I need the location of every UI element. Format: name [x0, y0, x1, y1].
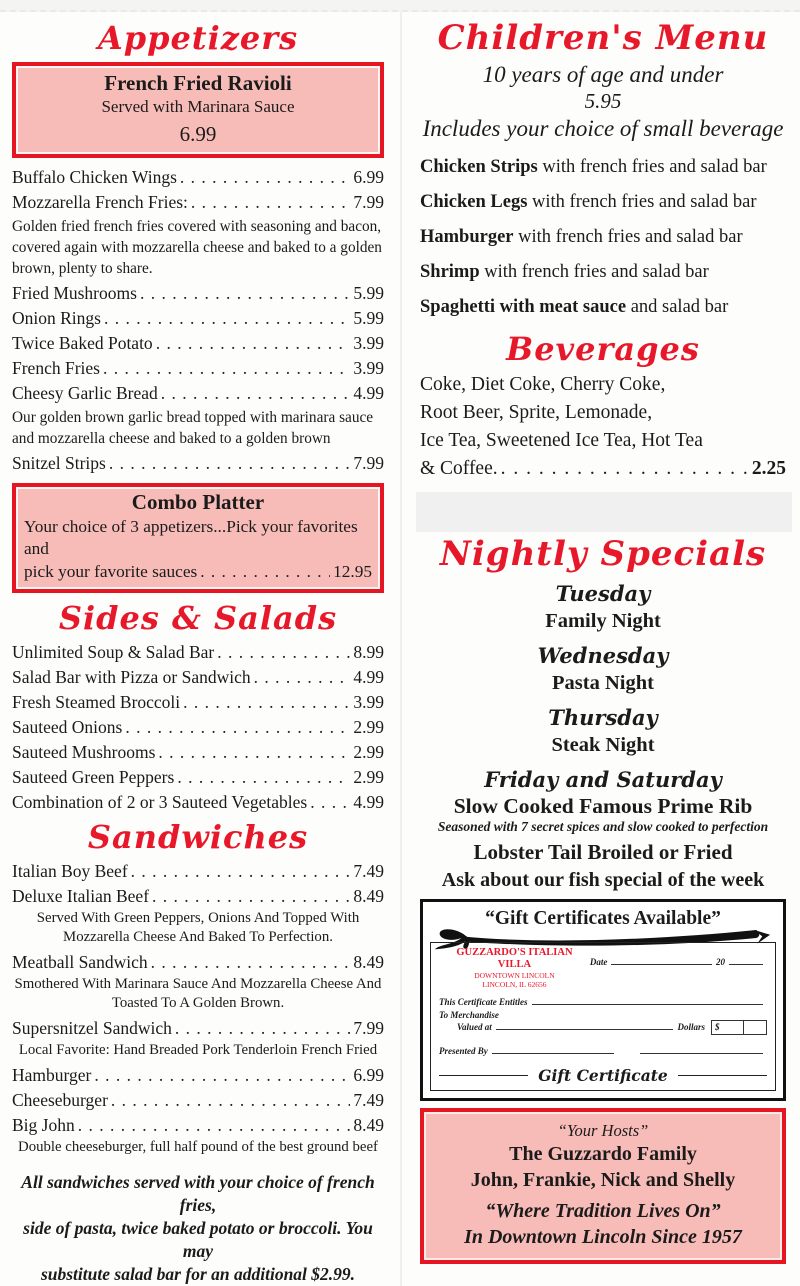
item-price: 7.99 — [353, 1018, 384, 1038]
dot-leader — [156, 331, 351, 356]
menu-item-row — [12, 790, 384, 815]
dot-leader — [152, 884, 350, 909]
item-price: 3.99 — [353, 692, 384, 712]
presented-field-row — [439, 1044, 767, 1056]
item-price: 7.49 — [353, 1090, 384, 1110]
restaurant-location: DOWNTOWN LINCOLN — [474, 971, 555, 980]
beverages-price-row — [420, 455, 786, 483]
footer-rule-left — [439, 1075, 528, 1076]
year-label: 20 — [716, 957, 725, 967]
item-description: Served With Green Peppers, Onions And Topped With Mozzarella Cheese And Baked To Perfection. — [36, 910, 360, 945]
item-description: Our golden brown garlic bread topped with marinara sauce and mozzarella cheese and baked to a golden brown — [12, 409, 374, 447]
menu-item — [12, 1063, 384, 1088]
menu-item-row — [12, 640, 384, 665]
item-name: Mozzarella French Fries: — [12, 192, 188, 212]
combo-line2: pick your favorite sauces — [24, 562, 198, 581]
item-price: 3.99 — [353, 358, 384, 378]
entitles-label: This Certificate Entitles — [439, 997, 528, 1007]
dot-leader — [254, 665, 351, 690]
beverages-price: 2.25 — [751, 458, 786, 479]
beverages-heading: Beverages — [506, 330, 700, 368]
dot-leader — [109, 451, 351, 476]
menu-item — [12, 190, 384, 279]
menu-item — [12, 306, 384, 331]
item-suffix: with french fries and salad bar — [479, 262, 709, 282]
hosts-members: John, Frankie, Nick and Shelly — [470, 1169, 736, 1191]
day-name: Thursday — [548, 705, 658, 730]
dot-leader — [158, 740, 350, 765]
sides-heading: Sides & Salads — [58, 599, 338, 637]
childrens-item — [420, 261, 786, 283]
signature-blank-line — [640, 1044, 763, 1054]
item-name: Cheesy Garlic Bread — [12, 383, 158, 403]
sides-list — [12, 640, 384, 815]
restaurant-name: GUZZARDO'S ITALIAN VILLA — [456, 947, 573, 970]
scan-gray-block — [416, 492, 792, 532]
dot-leader — [310, 790, 350, 815]
beverage-line: Ice Tea, Sweetened Ice Tea, Hot Tea — [420, 430, 703, 451]
fish-special-note: Ask about our fish special of the week — [441, 869, 765, 891]
item-price: 6.99 — [353, 1065, 384, 1085]
gift-certificate-box — [420, 899, 786, 1101]
childrens-items — [420, 156, 786, 318]
item-name: Sauteed Onions — [12, 717, 123, 737]
dollar-amount-box — [711, 1020, 767, 1035]
weekend-special: Slow Cooked Famous Prime Rib — [453, 794, 753, 818]
scan-edge-strip — [0, 0, 800, 12]
dollar-sign: $ — [712, 1021, 744, 1034]
weekend-special-block — [420, 766, 786, 894]
nightly-day-block — [420, 580, 786, 635]
item-name: Sauteed Mushrooms — [12, 742, 156, 762]
childrens-menu-heading: Children's Menu — [437, 18, 769, 58]
item-price: 8.49 — [353, 1115, 384, 1135]
item-suffix: with french fries and salad bar — [513, 227, 743, 247]
item-name: Sauteed Green Peppers — [12, 767, 175, 787]
sandwiches-list — [12, 859, 384, 1157]
footer-rule-right — [678, 1075, 767, 1076]
year-blank-line — [729, 955, 763, 965]
item-price: 4.99 — [353, 792, 384, 812]
menu-item — [12, 165, 384, 190]
item-price: 5.99 — [353, 308, 384, 328]
item-name: Shrimp — [420, 262, 480, 282]
weekend-days: Friday and Saturday — [484, 767, 722, 792]
item-price: 7.99 — [353, 453, 384, 473]
dot-leader — [125, 715, 350, 740]
entitles-blank-line — [532, 995, 763, 1005]
menu-item-row — [12, 281, 384, 306]
beverage-line: Root Beer, Sprite, Lemonade, — [420, 402, 653, 423]
day-name: Tuesday — [555, 581, 651, 606]
item-name: Fresh Steamed Broccoli — [12, 692, 181, 712]
item-name: Salad Bar with Pizza or Sandwich — [12, 667, 251, 687]
footer-line: All sandwiches served with your choice of french fries, — [21, 1172, 375, 1215]
item-name: Meatball Sandwich — [12, 952, 148, 972]
item-price: 7.49 — [353, 861, 384, 881]
childrens-age-note: 10 years of age and under — [482, 62, 724, 87]
menu-item — [12, 950, 384, 1013]
item-suffix: with french fries and salad bar — [537, 157, 767, 177]
hosts-since: In Downtown Lincoln Since 1957 — [464, 1226, 742, 1248]
day-special: Pasta Night — [552, 672, 654, 694]
dot-leader — [175, 1016, 350, 1041]
hosts-motto: “Where Tradition Lives On” — [485, 1200, 721, 1222]
dot-leader — [183, 690, 350, 715]
item-price: 6.99 — [353, 167, 384, 187]
gift-certificate-label: Gift Certificate — [538, 1066, 668, 1085]
footer-line: side of pasta, twice baked potato or broccoli. You may — [23, 1218, 373, 1261]
item-price: 2.99 — [353, 742, 384, 762]
menu-item-row — [12, 1063, 384, 1088]
item-name: Deluxe Italian Beef — [12, 886, 150, 906]
featured-item-name: French Fried Ravioli — [104, 71, 292, 95]
dot-leader — [131, 859, 351, 884]
item-description: Double cheeseburger, full half pound of the best ground beef — [18, 1139, 378, 1155]
item-name: Onion Rings — [12, 308, 101, 328]
date-label: Date — [589, 957, 608, 967]
item-description: Golden fried french fries covered with seasoning and bacon, covered again with mozzarella cheese and baked to a golden brown, plenty to share. — [12, 218, 382, 277]
menu-item-row — [12, 884, 384, 909]
day-special: Steak Night — [551, 734, 655, 756]
presented-label: Presented By — [439, 1046, 488, 1056]
dot-leader — [140, 281, 350, 306]
hosts-tagline: “Your Hosts” — [557, 1121, 649, 1140]
item-name: Cheeseburger — [12, 1090, 108, 1110]
nightly-day-block — [420, 642, 786, 697]
gift-certificate-form — [430, 942, 776, 1091]
item-name: Fried Mushrooms — [12, 283, 137, 303]
menu-item-row — [12, 356, 384, 381]
date-blank-line — [611, 955, 712, 965]
item-price: 7.99 — [353, 192, 384, 212]
valued-label: Valued at — [457, 1022, 492, 1032]
menu-item-row — [12, 451, 384, 476]
menu-item — [12, 1016, 384, 1060]
menu-item — [12, 859, 384, 884]
dot-leader — [94, 1063, 350, 1088]
item-price: 8.49 — [353, 952, 384, 972]
appetizers-heading: Appetizers — [97, 19, 299, 57]
item-name: Big John — [12, 1115, 75, 1135]
item-suffix: with french fries and salad bar — [527, 192, 757, 212]
dot-leader — [151, 950, 351, 975]
menu-item — [12, 356, 384, 381]
item-price: 2.99 — [353, 767, 384, 787]
childrens-item — [420, 191, 786, 213]
item-name: Italian Boy Beef — [12, 861, 128, 881]
dot-leader — [177, 765, 350, 790]
item-price: 8.99 — [353, 642, 384, 662]
featured-item-subtitle: Served with Marinara Sauce — [101, 97, 295, 116]
menu-item-row — [12, 740, 384, 765]
featured-item-price: 6.99 — [179, 122, 217, 146]
dot-leader — [200, 560, 330, 583]
dot-leader — [501, 455, 749, 483]
combo-price-row — [24, 560, 372, 583]
valued-blank-line — [496, 1020, 674, 1030]
gift-banner-text: “Gift Certificates Available” — [485, 908, 721, 929]
menu-item-row — [12, 1016, 384, 1041]
dot-leader — [191, 190, 350, 215]
dot-leader — [161, 381, 351, 406]
item-name: Hamburger — [420, 227, 514, 247]
valued-field-row — [439, 1020, 767, 1035]
childrens-item — [420, 156, 786, 178]
hosts-box — [420, 1108, 786, 1264]
presented-blank-line — [492, 1044, 615, 1054]
certificate-footer — [439, 1066, 767, 1085]
item-price: 5.99 — [353, 283, 384, 303]
childrens-item — [420, 296, 786, 318]
beverage-line: Coke, Diet Coke, Cherry Coke, — [420, 374, 666, 395]
menu-item — [12, 331, 384, 356]
entitles-field-row — [439, 995, 767, 1007]
left-column — [0, 12, 400, 1286]
item-suffix: and salad bar — [626, 297, 729, 317]
menu-item-row — [12, 165, 384, 190]
menu-item — [12, 381, 384, 449]
item-name: Chicken Legs — [420, 192, 528, 212]
right-column — [400, 12, 800, 1286]
childrens-item — [420, 226, 786, 248]
menu-item-row — [12, 690, 384, 715]
menu-item-row — [12, 1113, 384, 1138]
menu-item — [12, 1113, 384, 1157]
beverages-lines — [420, 371, 786, 455]
dot-leader — [217, 640, 350, 665]
menu-item-row — [12, 950, 384, 975]
footer-line: substitute salad bar for an additional $2.99. — [40, 1264, 356, 1284]
item-name: Combination of 2 or 3 Sauteed Vegetables — [12, 792, 308, 812]
merchandise-label: To Merchandise — [439, 1010, 499, 1020]
item-name: Snitzel Strips — [12, 453, 106, 473]
item-name: Buffalo Chicken Wings — [12, 167, 177, 187]
menu-item — [12, 1088, 384, 1113]
item-description: Local Favorite: Hand Breaded Pork Tenderloin French Fried — [18, 1042, 378, 1058]
item-name: Twice Baked Potato — [12, 333, 153, 353]
weekend-special-2: Lobster Tail Broiled or Fried — [473, 840, 733, 864]
nightly-days — [420, 580, 786, 759]
beverage-last-item: & Coffee. — [420, 458, 498, 479]
certificate-brand — [439, 947, 590, 989]
menu-item-row — [12, 859, 384, 884]
dot-leader — [78, 1113, 351, 1138]
menu-item-row — [12, 381, 384, 406]
item-name: Hamburger — [12, 1065, 92, 1085]
menu-item-row — [12, 715, 384, 740]
item-price: 2.99 — [353, 717, 384, 737]
day-name: Wednesday — [537, 643, 669, 668]
dollars-label: Dollars — [677, 1022, 705, 1032]
childrens-beverage-note: Includes your choice of small beverage — [422, 116, 784, 141]
menu-item-row — [12, 1088, 384, 1113]
combo-platter-box — [12, 483, 384, 593]
item-price: 8.49 — [353, 886, 384, 906]
item-name: French Fries — [12, 358, 100, 378]
item-price: 4.99 — [353, 667, 384, 687]
menu-item-row — [12, 331, 384, 356]
item-price: 3.99 — [353, 333, 384, 353]
date-field-row — [590, 955, 767, 967]
menu-item-row — [12, 190, 384, 215]
menu-item — [12, 281, 384, 306]
dot-leader — [104, 306, 350, 331]
childrens-price: 5.95 — [584, 89, 622, 113]
item-name: Spaghetti with meat sauce — [420, 297, 627, 317]
restaurant-address: LINCOLN, IL 62656 — [482, 980, 547, 989]
item-name: Unlimited Soup & Salad Bar — [12, 642, 215, 662]
menu-item-row — [12, 306, 384, 331]
hosts-family-name: The Guzzardo Family — [509, 1143, 697, 1165]
day-special: Family Night — [545, 610, 661, 632]
dot-leader — [103, 356, 350, 381]
combo-title: Combo Platter — [131, 490, 265, 514]
appetizers-list — [12, 165, 384, 476]
menu-item — [12, 451, 384, 476]
menu-item-row — [12, 765, 384, 790]
item-price: 4.99 — [353, 383, 384, 403]
menu-item — [12, 884, 384, 947]
nightly-day-block — [420, 704, 786, 759]
item-name: Supersnitzel Sandwich — [12, 1018, 172, 1038]
menu-item-row — [12, 665, 384, 690]
item-description: Smothered With Marinara Sauce And Mozzarella Cheese And Toasted To A Golden Brown. — [14, 976, 382, 1011]
featured-item-box — [12, 62, 384, 158]
sandwich-footer-note — [12, 1171, 384, 1286]
item-name: Chicken Strips — [420, 157, 538, 177]
combo-price: 12.95 — [333, 562, 372, 581]
combo-line1: Your choice of 3 appetizers...Pick your favorites and — [24, 517, 358, 558]
certificate-header — [439, 947, 767, 989]
dot-leader — [111, 1088, 350, 1113]
nightly-specials-heading: Nightly Specials — [439, 534, 767, 574]
dot-leader — [180, 165, 350, 190]
sandwiches-heading: Sandwiches — [87, 818, 309, 856]
weekend-special-note: Seasoned with 7 secret spices and slow cooked to perfection — [437, 819, 769, 834]
